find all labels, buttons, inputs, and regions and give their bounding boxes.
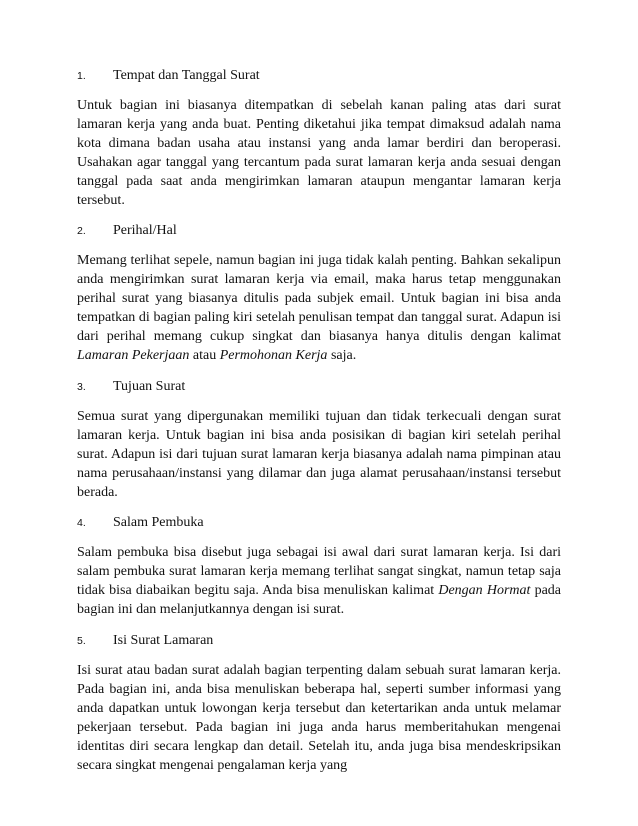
document-page xyxy=(77,66,561,775)
section-paragraph-4 xyxy=(77,544,561,620)
section-paragraph-2 xyxy=(77,252,561,365)
section-heading-3 xyxy=(77,377,561,397)
paragraph-text: Memang terlihat sepele, namun bagian ini juga tidak kalah penting. Bahkan sekalipun anda mengirimkan surat lamaran kerja via email, maka harus tetap menggunakan perihal surat yang biasanya ditulis pada subjek email. Untuk bagian ini bisa anda tempatkan di bagian paling kiri setelah penulisan tempat dan tanggal surat. Adapun isi dari perihal memang cukup singkat dan biasanya hanya ditulis dengan kalimat xyxy=(77,253,561,345)
paragraph-text: atau xyxy=(189,347,220,363)
section-title-1: Tempat dan Tanggal Surat xyxy=(113,68,260,83)
section-title-2: Perihal/Hal xyxy=(113,223,177,239)
section-number-4: 4. xyxy=(77,517,86,530)
section-number-3: 3. xyxy=(77,380,86,393)
italic-phrase: Dengan Hormat xyxy=(438,583,531,599)
section-title-5: Isi Surat Lamaran xyxy=(113,633,214,649)
section-paragraph-3: Semua surat yang dipergunakan memiliki tujuan dan tidak terkecuali dengan surat lamaran kerja. Untuk bagian ini bisa anda posisikan di bagian kiri setelah perihal surat. Adapun isi dari tujuan surat lamaran kerja biasanya adalah nama pimpinan atau nama perusahaan/instansi yang dilamar dan juga alamat perusahaan/instansi tersebut berada. xyxy=(77,408,561,500)
italic-phrase: Lamaran Pekerjaan xyxy=(77,347,190,363)
paragraph-text: saja. xyxy=(327,347,357,363)
section-paragraph-5: Isi surat atau badan surat adalah bagian terpenting dalam sebuah surat lamaran kerja. Pada bagian ini, anda bisa menuliskan beberapa hal, seperti sumber informasi yang anda dapatkan untuk lowongan kerja tersebut dan ketertarikan anda untuk melamar pekerjaan tersebut. Pada bagian ini juga anda harus memberitahukan mengenai identitas diri secara lengkap dan detail. Setelah itu, anda juga bisa mendeskripsikan secara singkat mengenai pengalaman kerja yang xyxy=(77,663,561,773)
paragraph-text: Salam pembuka bisa disebut juga sebagai isi awal dari surat lamaran kerja. Isi dari salam pembuka surat lamaran kerja memang terlihat sangat singkat, namun tetap saja tidak bisa diabaikan begitu saja. Anda bisa menuliskan kalimat xyxy=(77,545,561,599)
section-heading-1 xyxy=(77,66,561,86)
section-heading-2 xyxy=(77,221,561,241)
paragraph-text: pada bagian ini dan melanjutkannya dengan isi surat. xyxy=(77,583,561,618)
section-number-2: 2. xyxy=(77,225,86,238)
section-title-3: Tujuan Surat xyxy=(113,378,186,394)
section-paragraph-1: Untuk bagian ini biasanya ditempatkan di sebelah kanan paling atas dari surat lamaran kerja yang anda buat. Penting diketahui jika tempat dimaksud adalah nama kota dimana badan usaha atau instansi yang anda lamar berdiri dan beroperasi. Usahakan agar tanggal yang tercantum pada surat lamaran kerja anda sesuai dengan tanggal pada saat anda mengirimkan lamaran ataupun mengantar lamaran kerja tersebut. xyxy=(77,98,561,208)
italic-phrase: Permohonan Kerja xyxy=(219,347,328,363)
section-number-1: 1. xyxy=(77,70,86,82)
section-heading-5 xyxy=(77,631,561,651)
section-number-5: 5. xyxy=(77,635,86,648)
section-title-4: Salam Pembuka xyxy=(113,515,204,531)
section-heading-4 xyxy=(77,513,561,533)
